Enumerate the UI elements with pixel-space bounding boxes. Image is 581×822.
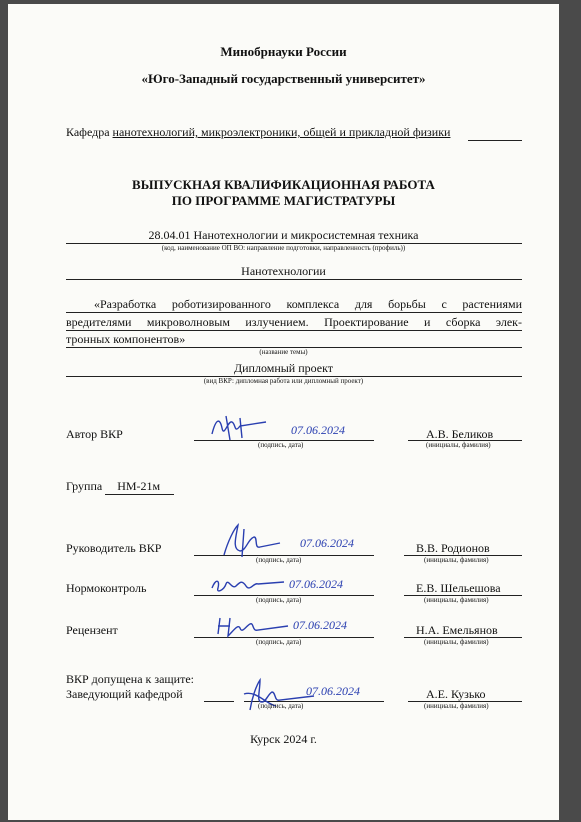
supervisor-sign-caption: (подпись, дата) xyxy=(256,556,302,564)
reviewer-label: Рецензент xyxy=(66,623,118,637)
author-name-caption: (инициалы, фамилия) xyxy=(426,441,491,449)
admission-sign-caption: (подпись, дата) xyxy=(258,702,304,710)
direction-value: 28.04.01 Нанотехнологии и микросистемная техника xyxy=(148,228,419,242)
author-sign-caption: (подпись, дата) xyxy=(258,441,304,449)
admission-head-label: Заведующий кафедрой xyxy=(66,687,183,701)
admission-signature xyxy=(236,674,316,719)
author-label: Автор ВКР xyxy=(66,427,123,441)
supervisor-name: В.В. Родионов xyxy=(416,541,490,555)
admission-date: 07.06.2024 xyxy=(306,684,360,698)
reviewer-sign-caption: (подпись, дата) xyxy=(256,638,302,646)
topic-caption: (название темы) xyxy=(259,348,308,356)
supervisor-name-caption: (инициалы, фамилия) xyxy=(424,556,489,564)
department-line xyxy=(66,125,450,140)
work-title-line2: ПО ПРОГРАММЕ МАГИСТРАТУРЫ xyxy=(171,193,396,208)
supervisor-label: Руководитель ВКР xyxy=(66,541,162,555)
department-label: Кафедра xyxy=(66,125,110,139)
profile-value: Нанотехнологии xyxy=(241,264,326,278)
admission-head-name: А.Е. Кузько xyxy=(426,687,486,701)
admission-line1: ВКР допущена к защите: xyxy=(66,672,194,686)
work-type-value: Дипломный проект xyxy=(233,361,334,375)
profile-underline xyxy=(66,279,522,280)
group-value: НМ-21м xyxy=(105,479,174,495)
direction-caption: (код, наименование ОП ВО: направление подготовки, направленность (профиль)) xyxy=(161,244,406,252)
topic-line3: тронных компонентов» xyxy=(66,332,186,346)
place-year: Курск 2024 г. xyxy=(250,732,317,746)
admission-pre-line xyxy=(204,701,234,702)
topic-line1: «Разработка роботизированного комплекса для борьбы с растениями xyxy=(94,297,522,311)
topic-underline2 xyxy=(66,330,522,331)
topic-underline1 xyxy=(66,312,522,313)
group-line xyxy=(66,479,174,495)
author-date: 07.06.2024 xyxy=(291,423,345,437)
work-type-caption: (вид ВКР: дипломная работа или дипломный проект) xyxy=(203,377,364,385)
normcontrol-date: 07.06.2024 xyxy=(289,577,343,591)
reviewer-name-caption: (инициалы, фамилия) xyxy=(424,638,489,646)
supervisor-date: 07.06.2024 xyxy=(300,536,354,550)
title-page xyxy=(8,4,559,820)
work-title-line1: ВЫПУСКНАЯ КВАЛИФИКАЦИОННАЯ РАБОТА xyxy=(132,177,435,192)
topic-line2: вредителями микроволновым излучением. Проектирование и сборка элек- xyxy=(66,315,522,329)
author-name: А.В. Беликов xyxy=(426,427,494,441)
reviewer-date: 07.06.2024 xyxy=(293,618,347,632)
university-heading: «Юго-Западный государственный университет» xyxy=(141,71,426,86)
normcontrol-name-caption: (инициалы, фамилия) xyxy=(424,596,489,604)
department-name: нанотехнологий, микроэлектроники, общей и прикладной физики xyxy=(112,125,451,139)
ministry-heading: Минобрнауки России xyxy=(220,44,347,59)
reviewer-name: Н.А. Емельянов xyxy=(416,623,498,637)
group-label: Группа xyxy=(66,479,103,493)
normcontrol-sign-caption: (подпись, дата) xyxy=(256,596,302,604)
normcontrol-label: Нормоконтроль xyxy=(66,581,147,595)
normcontrol-name: Е.В. Шельешова xyxy=(416,581,501,595)
department-underline-tail xyxy=(468,140,522,141)
admission-name-caption: (инициалы, фамилия) xyxy=(424,702,489,710)
